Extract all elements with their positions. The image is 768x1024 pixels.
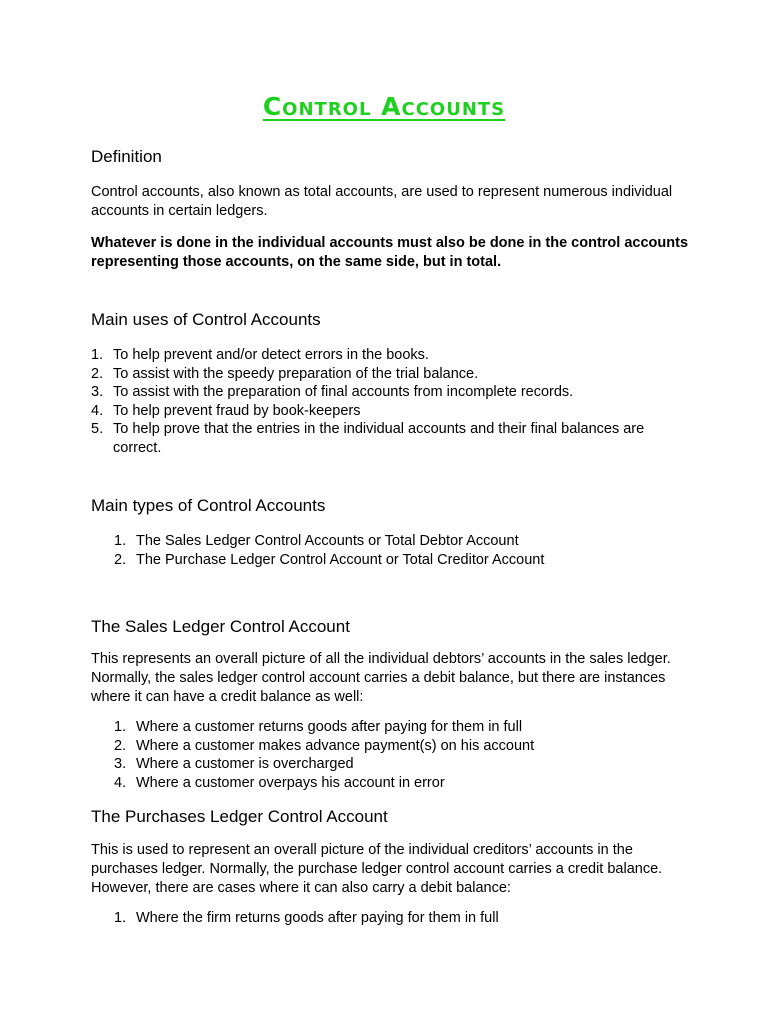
sales-heading: The Sales Ledger Control Account (91, 617, 350, 636)
list-item (114, 551, 691, 570)
list-number: 5. (91, 421, 104, 437)
list-number: 1. (114, 910, 127, 926)
list-text: To help prevent fraud by book-keepers (113, 402, 361, 419)
list-item (114, 737, 691, 756)
purchases-paragraph: This is used to represent an overall picture of the individual creditors’ accounts in the purchases ledger. Normally, the purchase ledger control account carries a credit balance. However, there are cases where it can also carry a debit balance: (91, 842, 663, 896)
list-text: Where a customer returns goods after paying for them in full (136, 719, 523, 735)
list-item (114, 755, 691, 774)
list-text: To help prevent and/or detect errors in the books. (113, 347, 429, 363)
list-number: 4. (114, 774, 127, 791)
list-text: Where a customer makes advance payment(s) on his account (136, 737, 535, 754)
purchases-heading: The Purchases Ledger Control Account (91, 807, 388, 826)
list-number: 3. (114, 756, 127, 772)
uses-list (91, 346, 691, 457)
list-number: 2. (114, 551, 127, 568)
definition-bold-paragraph: Whatever is done in the individual accounts must also be done in the control accounts representing those accounts, on the same side, but in total. (91, 235, 689, 270)
list-number: 1. (114, 533, 127, 549)
list-text: The Sales Ledger Control Accounts or Total Debtor Account (136, 533, 519, 549)
list-number: 1. (114, 719, 127, 735)
list-text: Where the firm returns goods after paying for them in full (136, 910, 499, 926)
types-heading: Main types of Control Accounts (91, 496, 326, 515)
list-item (91, 383, 691, 402)
list-text: Where a customer is overcharged (136, 756, 354, 772)
list-item (91, 420, 691, 457)
sales-list (114, 718, 691, 792)
sales-paragraph: This represents an overall picture of all the individual debtors’ accounts in the sales ledger. Normally, the sales ledger control account carries a debit balance, but there are instances where it can have a credit balance as well: (91, 651, 671, 705)
list-text: The Purchase Ledger Control Account or Total Creditor Account (136, 551, 545, 568)
list-text: Where a customer overpays his account in error (136, 774, 445, 791)
page-title: Control Accounts (262, 92, 506, 121)
purchases-list (114, 909, 691, 928)
definition-paragraph: Control accounts, also known as total accounts, are used to represent numerous individual accounts in certain ledgers. (91, 184, 673, 219)
list-number: 3. (91, 384, 104, 400)
types-list (114, 532, 691, 569)
list-item (114, 774, 691, 793)
list-item (91, 346, 691, 365)
list-text: To assist with the preparation of final accounts from incomplete records. (113, 384, 574, 400)
list-item (91, 365, 691, 384)
definition-heading: Definition (91, 147, 162, 166)
list-text: To assist with the speedy preparation of the trial balance. (113, 365, 479, 382)
list-item (114, 532, 691, 551)
list-item (114, 909, 691, 928)
uses-heading: Main uses of Control Accounts (91, 310, 321, 329)
list-number: 2. (91, 365, 104, 382)
list-item (114, 718, 691, 737)
list-item (91, 402, 691, 421)
list-number: 1. (91, 347, 104, 363)
list-number: 2. (114, 737, 127, 754)
list-number: 4. (91, 402, 104, 419)
list-text: To help prove that the entries in the individual accounts and their final balances are correct. (113, 421, 645, 456)
